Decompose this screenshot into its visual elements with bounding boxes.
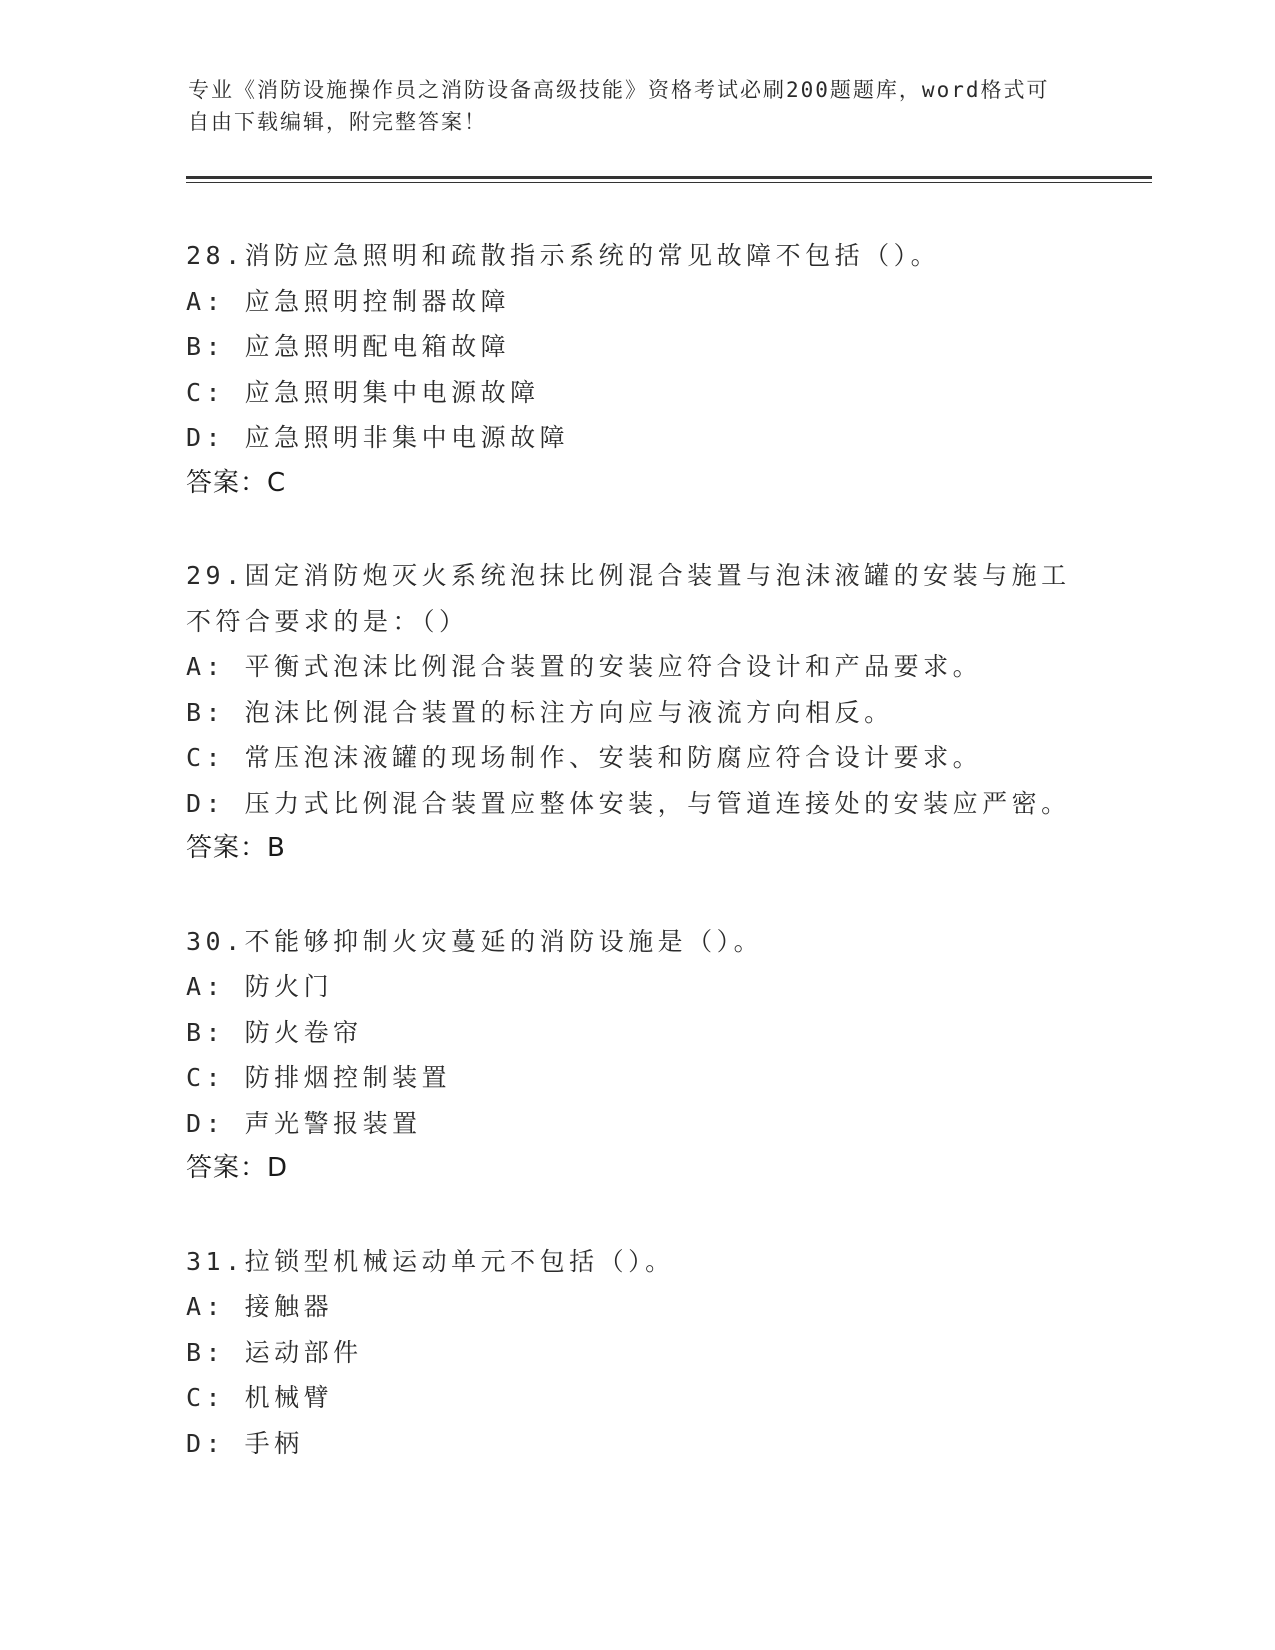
question-stem: 29.固定消防炮灭火系统泡抹比例混合装置与泡沫液罐的安装与施工不符合要求的是：（）: [186, 561, 1071, 636]
option-c: C: 应急照明集中电源故障: [186, 377, 540, 407]
question-list: [186, 233, 1086, 1513]
header-divider-thin: [186, 182, 1152, 183]
question-29: [186, 553, 1086, 872]
option-c: C: 防排烟控制装置: [186, 1063, 452, 1092]
option-d: D: 应急照明非集中电源故障: [186, 423, 570, 452]
option-c: C: 常压泡沫液罐的现场制作、安装和防腐应符合设计要求。: [186, 743, 983, 772]
option-d: D: 声光警报装置: [186, 1108, 422, 1138]
document-header: 专业《消防设施操作员之消防设备高级技能》资格考试必刷200题题库，word格式可自由下载编辑，附完整答案！: [188, 78, 1050, 134]
answer-line: 答案：C: [186, 467, 287, 498]
answer-line: 答案：D: [186, 1153, 289, 1183]
option-d: D: 手柄: [186, 1428, 304, 1458]
question-stem: 28.消防应急照明和疏散指示系统的常见故障不包括（）。: [186, 241, 941, 270]
option-a: A: 接触器: [186, 1292, 334, 1321]
option-d: D: 压力式比例混合装置应整体安装，与管道连接处的安装应严密。: [186, 788, 1071, 818]
header-divider-thick: [186, 176, 1152, 179]
option-b: B: 防火卷帘: [186, 1017, 363, 1047]
question-30: [186, 919, 1086, 1192]
question-28: [186, 233, 1086, 506]
option-b: B: 运动部件: [186, 1337, 363, 1367]
option-b: B: 应急照明配电箱故障: [186, 332, 511, 361]
option-a: A: 平衡式泡沫比例混合装置的安装应符合设计和产品要求。: [186, 652, 983, 681]
option-a: A: 防火门: [186, 972, 334, 1001]
answer-line: 答案：B: [186, 833, 286, 863]
option-c: C: 机械臂: [186, 1383, 334, 1412]
question-stem: 30.不能够抑制火灾蔓延的消防设施是（）。: [186, 926, 764, 956]
question-31: [186, 1239, 1086, 1467]
option-b: B: 泡沫比例混合装置的标注方向应与液流方向相反。: [186, 697, 894, 727]
question-stem: 31.拉锁型机械运动单元不包括（）。: [186, 1246, 675, 1276]
option-a: A: 应急照明控制器故障: [186, 286, 511, 316]
